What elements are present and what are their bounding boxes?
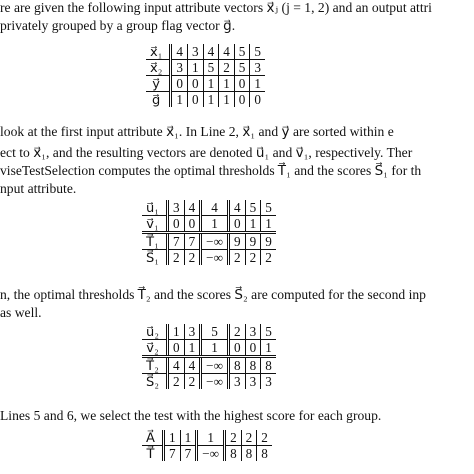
table-cell: 3 bbox=[245, 374, 261, 390]
paragraph-line-1: re are given the following input attribute vectors x⃗ⱼ (j = 1, 2) and an output attri bbox=[0, 0, 432, 15]
table-cell: 2 bbox=[225, 430, 242, 446]
table-cell: 8 bbox=[257, 446, 272, 462]
row-label: v⃗₂ bbox=[142, 340, 167, 357]
paragraph-line-6: nput attribute. bbox=[0, 181, 77, 196]
table-cell: 0 bbox=[184, 216, 201, 233]
table-cell: 4 bbox=[203, 44, 219, 60]
table-cell: 1 bbox=[250, 76, 265, 92]
table-cell: 1 bbox=[201, 216, 229, 233]
table-cell: 7 bbox=[180, 446, 197, 462]
table-cell: 8 bbox=[225, 446, 242, 462]
table-cell: 5 bbox=[201, 324, 229, 340]
table-row bbox=[142, 374, 276, 390]
row-label: y⃗ bbox=[146, 76, 171, 92]
table-cell: −∞ bbox=[201, 357, 229, 374]
table-cell: 4 bbox=[171, 44, 188, 60]
row-label: x⃗₂ bbox=[146, 60, 171, 76]
table-cell: 8 bbox=[241, 446, 257, 462]
row-label: g⃗ bbox=[152, 92, 161, 107]
row-label: T⃗₁ bbox=[142, 233, 167, 250]
table-cell: 7 bbox=[184, 233, 201, 250]
table-cell: 0 bbox=[167, 216, 184, 233]
table-selected-tests bbox=[142, 430, 272, 461]
table-input-vectors bbox=[146, 44, 265, 107]
row-label: x⃗₁ bbox=[146, 44, 171, 60]
table-cell: 1 bbox=[245, 216, 261, 233]
row-label: A⃗ bbox=[142, 430, 164, 446]
table-cell: 4 bbox=[184, 357, 201, 374]
paragraph-line-2: privately grouped by a group flag vector g⃗. bbox=[0, 18, 236, 33]
table-cell: −∞ bbox=[201, 250, 229, 266]
table-cell: 1 bbox=[167, 324, 184, 340]
table-cell: 2 bbox=[257, 430, 272, 446]
table-cell: 9 bbox=[229, 233, 246, 250]
paragraph-line-4: ect to x⃗₁, and the resulting vectors are denoted u⃗₁ and v⃗₁, respectively. Ther bbox=[0, 145, 413, 160]
table-cell: 4 bbox=[184, 200, 201, 216]
table-cell: 1 bbox=[261, 340, 276, 357]
table-cell: 3 bbox=[250, 60, 265, 76]
table-cell: 5 bbox=[234, 60, 250, 76]
table-cell: 1 bbox=[164, 430, 181, 446]
table-cell: 1 bbox=[197, 430, 225, 446]
row-label: T⃗₂ bbox=[142, 357, 167, 374]
table-row bbox=[142, 216, 276, 233]
table-cell: 2 bbox=[167, 374, 184, 390]
table-cell: 3 bbox=[184, 324, 201, 340]
table-cell: 1 bbox=[203, 76, 219, 92]
table-cell: 2 bbox=[184, 250, 201, 266]
table-cell: 3 bbox=[245, 324, 261, 340]
table-cell: 5 bbox=[261, 200, 276, 216]
table-cell: 3 bbox=[188, 44, 204, 60]
table-cell: 1 bbox=[188, 60, 204, 76]
table-cell: 4 bbox=[219, 44, 235, 60]
table-second-attribute bbox=[142, 324, 276, 389]
table-row bbox=[142, 430, 272, 446]
table-cell: 2 bbox=[245, 250, 261, 266]
paragraph-line-9: Lines 5 and 6, we select the test with the highest score for each group. bbox=[0, 408, 382, 423]
row-label: u⃗₂ bbox=[142, 324, 167, 340]
table-cell: 5 bbox=[203, 60, 219, 76]
row-label: v⃗₁ bbox=[142, 216, 167, 233]
row-label: S⃗₂ bbox=[146, 374, 159, 389]
table-row bbox=[146, 76, 265, 92]
table-cell: 5 bbox=[245, 200, 261, 216]
table-cell: 2 bbox=[167, 250, 184, 266]
table-first-attribute bbox=[142, 200, 276, 265]
row-label: T⃗ bbox=[146, 446, 155, 461]
table-row bbox=[146, 44, 265, 60]
table-cell: 4 bbox=[201, 200, 229, 216]
table-cell: 3 bbox=[229, 374, 246, 390]
table-row bbox=[142, 357, 276, 374]
table-cell: −∞ bbox=[201, 233, 229, 250]
table-row bbox=[146, 60, 265, 76]
table-cell: 3 bbox=[171, 60, 188, 76]
table-row bbox=[146, 92, 265, 108]
table-cell: 4 bbox=[167, 357, 184, 374]
table-cell: 0 bbox=[234, 76, 250, 92]
table-cell: 0 bbox=[188, 92, 204, 108]
table-row bbox=[142, 250, 276, 266]
table-cell: 7 bbox=[164, 446, 181, 462]
table-cell: 7 bbox=[167, 233, 184, 250]
table-row bbox=[142, 446, 272, 462]
table-cell: 8 bbox=[245, 357, 261, 374]
table-cell: 0 bbox=[245, 340, 261, 357]
table-cell: 4 bbox=[229, 200, 246, 216]
table-cell: 9 bbox=[245, 233, 261, 250]
table-cell: 1 bbox=[261, 216, 276, 233]
table-cell: 2 bbox=[229, 250, 246, 266]
table-cell: −∞ bbox=[201, 374, 229, 390]
table-cell: 1 bbox=[201, 340, 229, 357]
paragraph-line-5: viseTestSelection computes the optimal thresholds T⃗₁ and the scores S⃗₁ for th bbox=[0, 163, 422, 178]
row-label: S⃗₁ bbox=[146, 250, 159, 265]
table-cell: 5 bbox=[250, 44, 265, 60]
table-cell: 0 bbox=[229, 216, 246, 233]
table-cell: 3 bbox=[261, 374, 276, 390]
table-cell: 0 bbox=[188, 76, 204, 92]
row-label: u⃗₁ bbox=[142, 200, 167, 216]
table-row bbox=[142, 233, 276, 250]
paragraph-line-7: n, the optimal thresholds T⃗₂ and the scores S⃗₂ are computed for the second inp bbox=[0, 287, 426, 302]
table-cell: 0 bbox=[250, 92, 265, 108]
table-cell: 1 bbox=[171, 92, 188, 108]
table-cell: 0 bbox=[229, 340, 246, 357]
table-row bbox=[142, 324, 276, 340]
table-cell: 1 bbox=[180, 430, 197, 446]
table-cell: 1 bbox=[219, 92, 235, 108]
table-cell: −∞ bbox=[197, 446, 225, 462]
table-cell: 1 bbox=[203, 92, 219, 108]
table-row bbox=[142, 340, 276, 357]
table-cell: 2 bbox=[241, 430, 257, 446]
table-row bbox=[142, 200, 276, 216]
table-cell: 0 bbox=[167, 340, 184, 357]
table-cell: 5 bbox=[261, 324, 276, 340]
table-cell: 2 bbox=[229, 324, 246, 340]
table-cell: 9 bbox=[261, 233, 276, 250]
table-cell: 0 bbox=[234, 92, 250, 108]
table-cell: 8 bbox=[229, 357, 246, 374]
paragraph-line-8: as well. bbox=[0, 305, 42, 320]
table-cell: 1 bbox=[184, 340, 201, 357]
table-cell: 2 bbox=[184, 374, 201, 390]
table-cell: 1 bbox=[219, 76, 235, 92]
table-cell: 2 bbox=[219, 60, 235, 76]
table-cell: 5 bbox=[234, 44, 250, 60]
table-cell: 3 bbox=[167, 200, 184, 216]
table-cell: 8 bbox=[261, 357, 276, 374]
table-cell: 0 bbox=[171, 76, 188, 92]
table-cell: 2 bbox=[261, 250, 276, 266]
paragraph-line-3: look at the first input attribute x⃗₁. In Line 2, x⃗₁ and y⃗ are sorted within e bbox=[0, 124, 394, 139]
